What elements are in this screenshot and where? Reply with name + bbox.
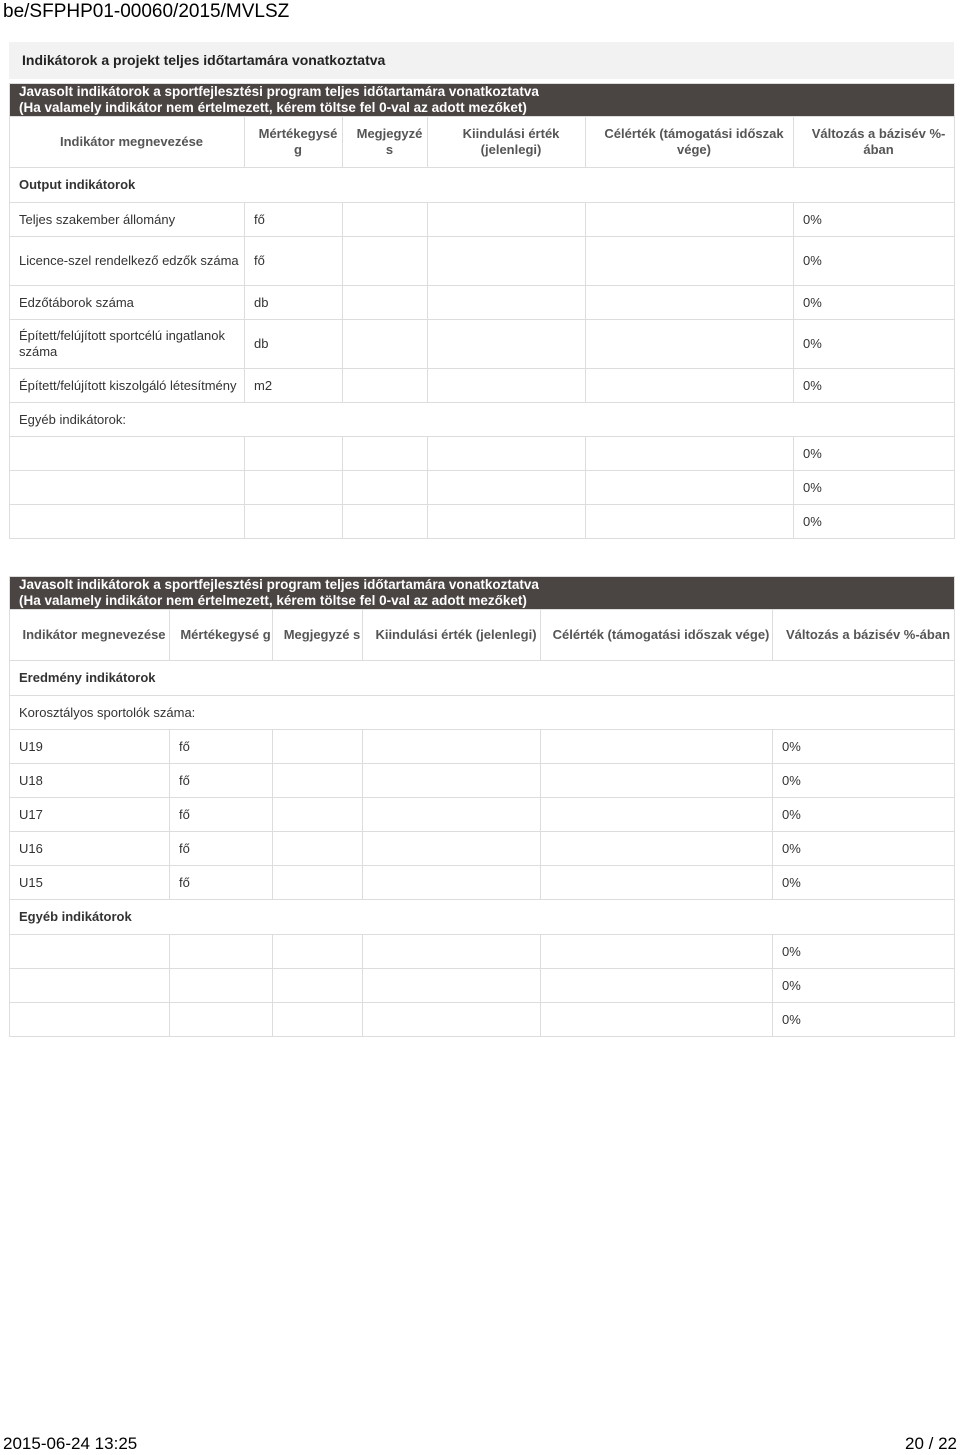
indicator-unit: fő	[170, 730, 273, 764]
indicator-name: U15	[10, 866, 170, 900]
indicator-name: Épített/felújított sportcélú ingatlanok száma	[10, 320, 245, 369]
note-cell[interactable]	[343, 237, 428, 286]
note-cell[interactable]	[273, 1003, 363, 1037]
header-base: Kiindulási érték (jelenlegi)	[363, 610, 541, 661]
note-cell[interactable]	[273, 764, 363, 798]
header-row	[10, 610, 955, 661]
header-row	[10, 117, 955, 168]
indicator-unit: fő	[170, 798, 273, 832]
change-cell: 0%	[794, 505, 955, 539]
note-cell[interactable]	[343, 437, 428, 471]
note-cell[interactable]	[343, 369, 428, 403]
target-cell[interactable]	[541, 866, 773, 900]
target-cell[interactable]	[586, 505, 794, 539]
change-cell: 0%	[794, 471, 955, 505]
base-cell[interactable]	[363, 866, 541, 900]
indicator-name: U16	[10, 832, 170, 866]
base-cell[interactable]	[428, 505, 586, 539]
indicator-unit: db	[245, 286, 343, 320]
base-cell[interactable]	[428, 437, 586, 471]
indicator-name-cell[interactable]	[10, 471, 245, 505]
indicator-unit: fő	[170, 866, 273, 900]
table-row	[10, 237, 955, 286]
table-row	[10, 203, 955, 237]
indicator-unit: db	[245, 320, 343, 369]
table-row	[10, 764, 955, 798]
indicator-name: U18	[10, 764, 170, 798]
footer-datetime: 2015-06-24 13:25	[3, 1434, 138, 1453]
note-cell[interactable]	[343, 471, 428, 505]
group-row	[10, 661, 955, 696]
header-unit: Mértékegysé g	[170, 610, 273, 661]
table-row	[10, 935, 955, 969]
table-row	[10, 832, 955, 866]
base-cell[interactable]	[363, 798, 541, 832]
target-cell[interactable]	[541, 935, 773, 969]
indicator-unit: fő	[170, 832, 273, 866]
header-name: Indikátor megnevezése	[10, 117, 245, 168]
header-base: Kiindulási érték (jelenlegi)	[428, 117, 586, 168]
change-cell: 0%	[794, 369, 955, 403]
change-cell: 0%	[794, 286, 955, 320]
header-change: Változás a bázisév %-ában	[794, 117, 955, 168]
table-row	[10, 1003, 955, 1037]
indicator-name-cell[interactable]	[10, 935, 170, 969]
table-row	[10, 369, 955, 403]
target-cell[interactable]	[541, 1003, 773, 1037]
other-indicators-row	[10, 403, 955, 437]
table-banner	[10, 84, 955, 117]
table-row	[10, 866, 955, 900]
table-row	[10, 730, 955, 764]
note-cell[interactable]	[273, 798, 363, 832]
note-cell[interactable]	[273, 730, 363, 764]
table-row	[10, 798, 955, 832]
target-cell[interactable]	[586, 203, 794, 237]
indicator-name: Teljes szakember állomány	[10, 203, 245, 237]
change-cell: 0%	[794, 437, 955, 471]
change-cell: 0%	[794, 237, 955, 286]
table-row	[10, 320, 955, 369]
indicator-name-cell[interactable]	[10, 505, 245, 539]
target-cell[interactable]	[586, 286, 794, 320]
target-cell[interactable]	[541, 798, 773, 832]
subgroup-label: Korosztályos sportolók száma:	[10, 696, 955, 730]
indicator-name: U19	[10, 730, 170, 764]
target-cell[interactable]	[586, 237, 794, 286]
indicator-name: U17	[10, 798, 170, 832]
note-cell[interactable]	[273, 832, 363, 866]
base-cell[interactable]	[363, 832, 541, 866]
result-indicators-table	[9, 576, 955, 1037]
header-name: Indikátor megnevezése	[10, 610, 170, 661]
banner-line-1: Javasolt indikátorok a sportfejlesztési program teljes időtartamára vonatkoztatva	[19, 577, 539, 592]
unit-cell[interactable]	[170, 969, 273, 1003]
note-cell[interactable]	[343, 286, 428, 320]
indicator-name: Épített/felújított kiszolgáló létesítmény	[10, 369, 245, 403]
indicator-name-cell[interactable]	[10, 437, 245, 471]
header-target: Célérték (támogatási időszak vége)	[586, 117, 794, 168]
target-cell[interactable]	[586, 471, 794, 505]
base-cell[interactable]	[363, 935, 541, 969]
note-cell[interactable]	[273, 969, 363, 1003]
note-cell[interactable]	[273, 866, 363, 900]
other-indicators-label: Egyéb indikátorok:	[10, 403, 955, 437]
change-cell: 0%	[773, 832, 955, 866]
table-row	[10, 286, 955, 320]
indicator-unit: m2	[245, 369, 343, 403]
indicator-name: Licence-szel rendelkező edzők száma	[10, 237, 245, 286]
other-indicators-label: Egyéb indikátorok	[10, 900, 955, 935]
base-cell[interactable]	[363, 1003, 541, 1037]
unit-cell[interactable]	[170, 935, 273, 969]
base-cell[interactable]	[363, 969, 541, 1003]
banner-line-1: Javasolt indikátorok a sportfejlesztési program teljes időtartamára vonatkoztatva	[19, 84, 539, 99]
change-cell: 0%	[773, 969, 955, 1003]
change-cell: 0%	[773, 764, 955, 798]
change-cell: 0%	[773, 798, 955, 832]
base-cell[interactable]	[428, 286, 586, 320]
other-indicators-row	[10, 900, 955, 935]
base-cell[interactable]	[363, 764, 541, 798]
subgroup-row	[10, 696, 955, 730]
note-cell[interactable]	[343, 203, 428, 237]
change-cell: 0%	[773, 730, 955, 764]
banner-line-2: (Ha valamely indikátor nem értelmezett, kérem töltse fel 0-val az adott mezőket)	[19, 593, 527, 608]
unit-cell[interactable]	[245, 505, 343, 539]
document-id: be/SFPHP01-00060/2015/MVLSZ	[3, 1, 290, 22]
target-cell[interactable]	[586, 369, 794, 403]
footer-page-number: 20 / 22	[905, 1434, 957, 1453]
unit-cell[interactable]	[245, 471, 343, 505]
change-cell: 0%	[773, 935, 955, 969]
header-target: Célérték (támogatási időszak vége)	[541, 610, 773, 661]
base-cell[interactable]	[428, 369, 586, 403]
note-cell[interactable]	[273, 935, 363, 969]
base-cell[interactable]	[428, 203, 586, 237]
indicator-unit: fő	[245, 203, 343, 237]
indicator-name: Edzőtáborok száma	[10, 286, 245, 320]
indicator-name-cell[interactable]	[10, 969, 170, 1003]
target-cell[interactable]	[541, 764, 773, 798]
group-row	[10, 168, 955, 203]
output-indicators-table	[9, 83, 955, 539]
indicator-name-cell[interactable]	[10, 1003, 170, 1037]
group-label: Output indikátorok	[10, 168, 955, 203]
target-cell[interactable]	[541, 730, 773, 764]
base-cell[interactable]	[363, 730, 541, 764]
base-cell[interactable]	[428, 471, 586, 505]
section-title: Indikátorok a projekt teljes időtartamára vonatkoztatva	[9, 42, 954, 79]
change-cell: 0%	[794, 203, 955, 237]
base-cell[interactable]	[428, 237, 586, 286]
table-row	[10, 969, 955, 1003]
target-cell[interactable]	[586, 437, 794, 471]
banner-line-2: (Ha valamely indikátor nem értelmezett, kérem töltse fel 0-val az adott mezőket)	[19, 100, 527, 115]
unit-cell[interactable]	[170, 1003, 273, 1037]
change-cell: 0%	[773, 866, 955, 900]
table-row	[10, 471, 955, 505]
change-cell: 0%	[794, 320, 955, 369]
target-cell[interactable]	[541, 832, 773, 866]
header-change: Változás a bázisév %-ában	[773, 610, 955, 661]
header-note: Megjegyzé s	[343, 117, 428, 168]
unit-cell[interactable]	[245, 437, 343, 471]
indicator-unit: fő	[170, 764, 273, 798]
target-cell[interactable]	[541, 969, 773, 1003]
table-row	[10, 437, 955, 471]
target-cell[interactable]	[586, 320, 794, 369]
group-label: Eredmény indikátorok	[10, 661, 955, 696]
header-note: Megjegyzé s	[273, 610, 363, 661]
header-unit: Mértékegysé g	[245, 117, 343, 168]
table-row	[10, 505, 955, 539]
table-banner	[10, 577, 955, 610]
note-cell[interactable]	[343, 505, 428, 539]
change-cell: 0%	[773, 1003, 955, 1037]
note-cell[interactable]	[343, 320, 428, 369]
base-cell[interactable]	[428, 320, 586, 369]
indicator-unit: fő	[245, 237, 343, 286]
